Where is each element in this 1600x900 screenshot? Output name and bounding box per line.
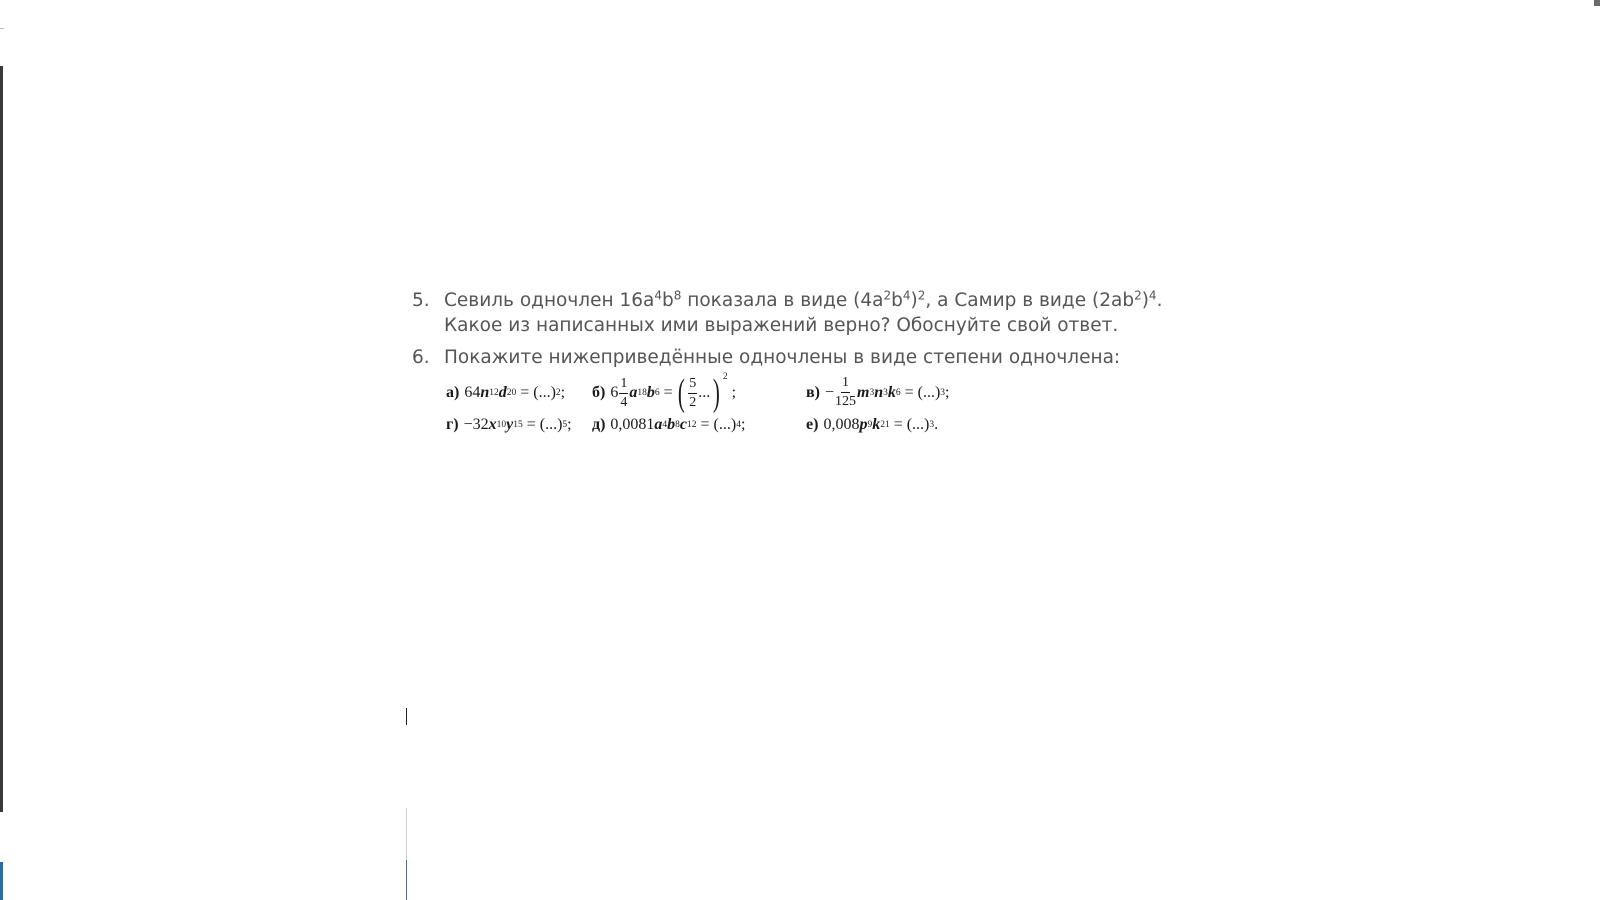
variable: b bbox=[646, 384, 655, 401]
exercise-label: е) bbox=[806, 416, 819, 433]
task-5 bbox=[412, 288, 1172, 338]
exercise-label: в) bbox=[806, 383, 820, 401]
variable: p bbox=[859, 416, 868, 433]
rhs: = (...) bbox=[900, 383, 941, 401]
window-edge-mark bbox=[0, 28, 4, 29]
exercise-e: е) 0,008 p 9 k 21 = (...) 3 . bbox=[806, 416, 939, 433]
exponent: 2 bbox=[883, 288, 892, 303]
variable: a bbox=[654, 416, 663, 433]
terminator: ; bbox=[567, 416, 572, 433]
task-5-line-2: Какое из написанных ими выражений верно? Обоснуйте свой ответ. bbox=[444, 315, 1119, 336]
text-run: , а Самир в виде (2ab bbox=[925, 290, 1135, 311]
exercise-label: г) bbox=[446, 416, 459, 433]
task-number: 5. bbox=[412, 290, 430, 311]
terminator: . bbox=[934, 416, 939, 433]
variable: n bbox=[874, 383, 884, 401]
variable: m bbox=[857, 383, 870, 401]
variable: c bbox=[679, 416, 688, 433]
variable: x bbox=[488, 416, 497, 433]
exercise-g: г) −32 x 10 y 15 = (...) 5 ; bbox=[446, 416, 572, 433]
denominator: 125 bbox=[835, 394, 856, 409]
terminator: ; bbox=[560, 384, 566, 401]
coefficient: 0,0081 bbox=[610, 416, 655, 433]
exponent: 2 bbox=[1134, 288, 1142, 303]
left-paren: ( bbox=[677, 372, 685, 414]
right-paren: ) bbox=[713, 372, 721, 414]
exercise-b: б) 6 $\frac{1}{4}$ a 18 b 6 = ( $\frac{5}{2}$ ... ) 2 ; bbox=[592, 372, 737, 414]
variable: k bbox=[887, 383, 896, 401]
terminator: ; bbox=[945, 383, 950, 401]
fraction bbox=[688, 377, 697, 410]
exercise-formulas bbox=[446, 372, 1006, 458]
text-run: ) bbox=[910, 290, 918, 311]
exponent: 4 bbox=[902, 288, 911, 303]
ellipsis: ... bbox=[698, 384, 711, 401]
coefficient: 0,008 bbox=[823, 416, 860, 433]
task-5-line-1 bbox=[444, 288, 1162, 313]
text-run: b bbox=[891, 290, 903, 311]
exponent: 4 bbox=[1148, 288, 1157, 303]
rhs: = (...) bbox=[696, 416, 737, 433]
variable: n bbox=[480, 384, 490, 401]
text-cursor bbox=[406, 708, 407, 725]
exponent: 4 bbox=[654, 288, 662, 303]
exercise-v: в) − $\frac{1}{125}$ m 3 n 3 k 6 = (...) 3 ; bbox=[806, 375, 950, 409]
exponent: 2 bbox=[917, 288, 926, 303]
exercise-d: д) 0,0081 a 4 b 8 c 12 = (...) 4 ; bbox=[592, 416, 746, 433]
exponent: 2 bbox=[722, 372, 728, 382]
whole-part: 6 bbox=[610, 384, 619, 401]
variable: b bbox=[667, 416, 676, 433]
text-run: Севиль одночлен 16a bbox=[444, 290, 655, 311]
variable: k bbox=[872, 416, 881, 433]
numerator: 1 bbox=[619, 377, 628, 394]
coefficient: −32 bbox=[463, 416, 489, 433]
terminator: ; bbox=[731, 384, 737, 401]
denominator: 4 bbox=[620, 394, 628, 410]
text-run: ) bbox=[1141, 290, 1149, 311]
window-left-accent bbox=[0, 862, 3, 900]
equals-sign: = bbox=[659, 384, 673, 401]
task-6 bbox=[412, 345, 1172, 370]
rhs: = (...) bbox=[516, 384, 556, 401]
task-text bbox=[444, 288, 1162, 338]
margin-guide-accent bbox=[406, 860, 407, 900]
exercise-a: а) 64 n 12 d 20 = (...) 2 ; bbox=[446, 384, 566, 401]
task-number: 6. bbox=[412, 347, 430, 368]
fraction bbox=[835, 376, 856, 409]
task-text: Покажите нижеприведённые одночлены в виде степени одночлена: bbox=[444, 347, 1121, 368]
window-left-border bbox=[0, 66, 3, 812]
coefficient: 64 bbox=[464, 384, 481, 401]
text-run: b bbox=[662, 290, 674, 311]
rhs: = (...) bbox=[889, 416, 930, 433]
text-run: показала в виде (4a bbox=[681, 290, 884, 311]
numerator: 1 bbox=[841, 376, 850, 393]
exercise-label: д) bbox=[592, 416, 606, 433]
terminator: ; bbox=[740, 416, 746, 433]
variable: a bbox=[629, 384, 638, 401]
variable: d bbox=[498, 384, 507, 401]
minus-sign: − bbox=[824, 383, 834, 401]
rhs: = (...) bbox=[522, 416, 563, 433]
task-list bbox=[412, 288, 1172, 377]
denominator: 2 bbox=[689, 394, 697, 410]
exercise-label: б) bbox=[592, 384, 606, 401]
text-run: . bbox=[1156, 290, 1163, 311]
numerator: 5 bbox=[688, 377, 697, 394]
window-corner-mark bbox=[1594, 0, 1600, 6]
variable: y bbox=[506, 416, 514, 433]
exponent: 8 bbox=[673, 288, 682, 303]
fraction bbox=[619, 377, 628, 410]
exercise-label: а) bbox=[446, 384, 460, 401]
